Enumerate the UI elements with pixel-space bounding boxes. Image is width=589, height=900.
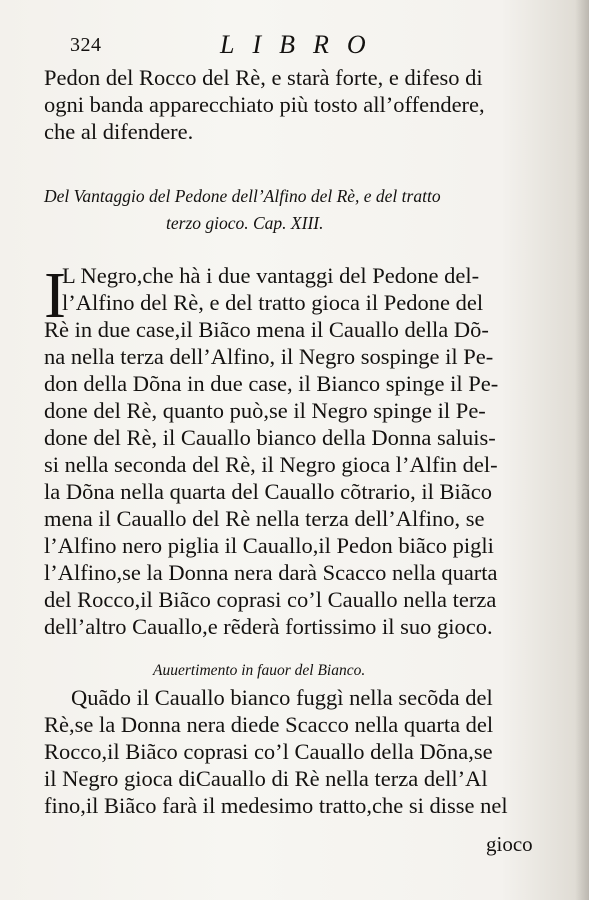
text-line: L Negro,che hà i due vantaggi del Pedone del- [62,263,480,288]
text-line: fino,il Biãco farà il medesimo tratto,che si disse nel [44,793,508,818]
second-paragraph [44,684,574,819]
catchword: gioco [486,832,533,856]
drop-cap: I [44,259,66,332]
page-gutter-shadow [575,0,589,900]
text-line: il Negro gioca diCauallo di Rè nella terza dell’Al [44,766,488,791]
page-number: 324 [70,34,102,56]
text-line: done del Rè, il Cauallo bianco della Donna saluis- [44,425,496,450]
main-paragraph [44,259,574,640]
text-line: ogni banda apparecchiato più tosto all’offendere, [44,92,485,117]
text-line: si nella seconda del Rè, il Negro gioca l’Alfin del- [44,452,498,477]
chapter-heading-line: Del Vantaggio del Pedone dell’Alfino del Rè, e del tratto [44,186,441,206]
text-line: Rè in due case,il Biãco mena il Cauallo della Dõ- [44,317,489,342]
running-title: LIBRO [220,30,384,59]
text-line: na nella terza dell’Alfino, il Negro sospinge il Pe- [44,344,494,369]
text-line: che al difendere. [44,119,194,144]
intro-text [44,64,574,145]
chapter-heading [44,183,584,237]
text-line: Rè,se la Donna nera diede Scacco nella quarta del [44,712,494,737]
page-header [70,30,550,60]
text-line: Rocco,il Biãco coprasi co’l Cauallo della Dõna,se [44,739,493,764]
text-line: dell’altro Cauallo,e rẽderà fortissimo il suo gioco. [44,614,493,639]
text-line: don della Dõna in due case, il Bianco spinge il Pe- [44,371,499,396]
text-line: l’Alfino nero piglia il Cauallo,il Pedon biãco pigli [44,533,494,558]
text-line: l’Alfino,se la Donna nera darà Scacco nella quarta [44,560,498,585]
text-line: done del Rè, quanto può,se il Negro spinge il Pe- [44,398,486,423]
text-line: l’Alfino del Rè, e del tratto gioca il Pedone del [62,290,484,315]
text-line: mena il Cauallo del Rè nella terza dell’Alfino, se [44,506,485,531]
subheading: Auuertimento in fauor del Bianco. [153,662,366,679]
text-line: Quãdo il Cauallo bianco fuggì nella secõda del [71,685,493,710]
chapter-heading-line: terzo gioco. Cap. XIII. [166,213,324,233]
text-line: del Rocco,il Biãco coprasi co’l Cauallo nella terza [44,587,497,612]
text-line: Pedon del Rocco del Rè, e starà forte, e difeso di [44,65,483,90]
text-line: la Dõna nella quarta del Cauallo cõtrario, il Biãco [44,479,492,504]
